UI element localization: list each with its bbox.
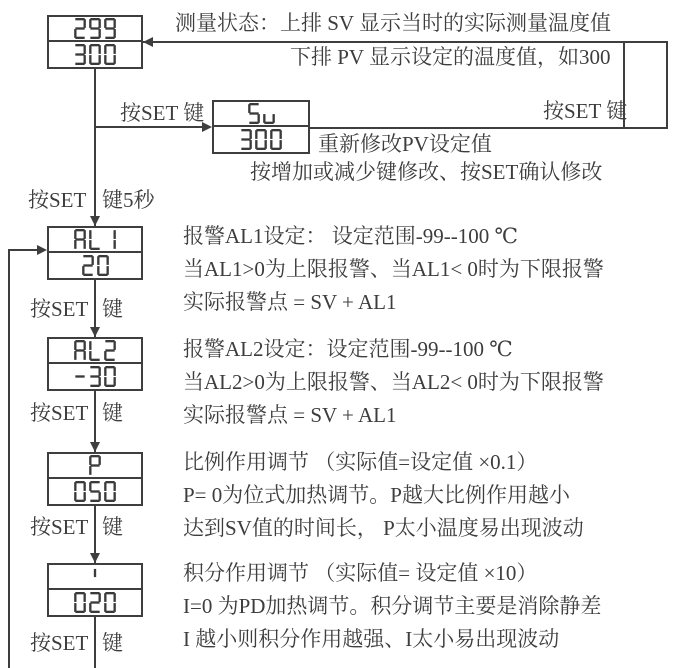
label-press-set-al2-right: 键 <box>102 401 123 425</box>
note-al2-line1: 报警AL2设定：设定范围-99--100 ℃ <box>183 337 513 361</box>
note-i-line2: I=0 为PD加热调节。积分调节主要是消除静差 <box>183 594 602 618</box>
note-measure-line1: 测量状态：上排 SV 显示当时的实际测量温度值 <box>175 11 611 35</box>
note-block-p <box>183 446 584 545</box>
arrowhead-into-p <box>90 442 100 452</box>
note-al1-line3: 实际报警点 = SV + AL1 <box>183 290 397 314</box>
note-i-line3: I 越小则积分作用越强、I太小易出现波动 <box>183 627 560 651</box>
label-press-set-al2-left: 按SET <box>30 401 89 425</box>
label-press-set-i-left: 按SET <box>30 631 89 655</box>
note-block-al1 <box>183 220 604 319</box>
label-press-set-i-right: 键 <box>102 631 123 655</box>
label-press-set-al1-left: 按SET <box>30 297 89 321</box>
arrowhead-into-measure-display <box>143 37 153 47</box>
seven-segment-display-al1 <box>47 226 143 280</box>
display-sv-row <box>214 102 308 127</box>
note-p-line3: 达到SV值的时间长， P太小温度易出现波动 <box>183 516 584 540</box>
display-sv-value-row <box>214 127 308 152</box>
note-al2-line3: 实际报警点 = SV + AL1 <box>183 403 397 427</box>
flow-line-sv-branch <box>95 126 205 128</box>
display-i-name-row <box>49 565 141 590</box>
note-al1-line2: 当AL1>0为上限报警、当AL1< 0时为下限报警 <box>183 257 604 281</box>
arrowhead-into-al2 <box>90 327 100 337</box>
flow-line-left-loop-top <box>8 249 39 251</box>
display-p-name-row <box>49 454 141 479</box>
note-p-line2: P= 0为位式加热调节。P越大比例作用越小 <box>183 483 570 507</box>
note-modify-line2: 按增加或减少键修改、按SET确认修改 <box>250 160 603 184</box>
label-press-set-p-left: 按SET <box>30 515 89 539</box>
flow-line-top-return <box>143 41 668 43</box>
note-p-line1: 比例作用调节 （实际值=设定值 ×0.1） <box>183 450 538 474</box>
display-al1-value-row <box>49 253 141 278</box>
flow-line-right-outer <box>666 41 668 129</box>
flow-line-left-loop <box>8 249 10 668</box>
note-al1-line1: 报警AL1设定： 设定范围-99--100 ℃ <box>183 224 518 248</box>
note-measure-line2: 下排 PV 显示设定的温度值，如300 <box>290 45 611 69</box>
label-press-set-branch: 按SET 键 <box>120 101 205 125</box>
arrowhead-into-i <box>90 553 100 563</box>
note-block-al2 <box>183 333 604 432</box>
flow-line-sv-return <box>310 127 668 129</box>
label-press-set-5s-right: 键5秒 <box>102 188 155 212</box>
seven-segment-display-i <box>47 563 143 617</box>
label-press-set-5s-left: 按SET <box>28 188 87 212</box>
seven-segment-display-sv-edit <box>212 100 310 154</box>
note-modify-line1: 重新修改PV设定值 <box>318 132 492 156</box>
display-al1-name-row <box>49 228 141 253</box>
display-p-value-row <box>49 479 141 504</box>
note-i-line1: 积分作用调节 （实际值= 设定值 ×10） <box>183 561 538 585</box>
label-press-set-al1-right: 键 <box>102 297 123 321</box>
note-al2-line2: 当AL2>0为上限报警、当AL2< 0时为下限报警 <box>183 370 604 394</box>
seven-segment-display-al2 <box>47 337 143 391</box>
display-al2-value-row <box>49 364 141 389</box>
display-measure-pv-row <box>49 42 141 67</box>
seven-segment-display-p <box>47 452 143 506</box>
display-i-value-row <box>49 590 141 615</box>
display-measure-sv-row <box>49 17 141 42</box>
seven-segment-display-measure <box>47 15 143 69</box>
note-block-i <box>183 557 601 656</box>
arrowhead-into-al1 <box>90 216 100 226</box>
arrowhead-loop-into-al1 <box>37 245 47 255</box>
display-al2-name-row <box>49 339 141 364</box>
label-press-set-return: 按SET 键 <box>543 99 628 123</box>
label-press-set-p-right: 键 <box>102 515 123 539</box>
